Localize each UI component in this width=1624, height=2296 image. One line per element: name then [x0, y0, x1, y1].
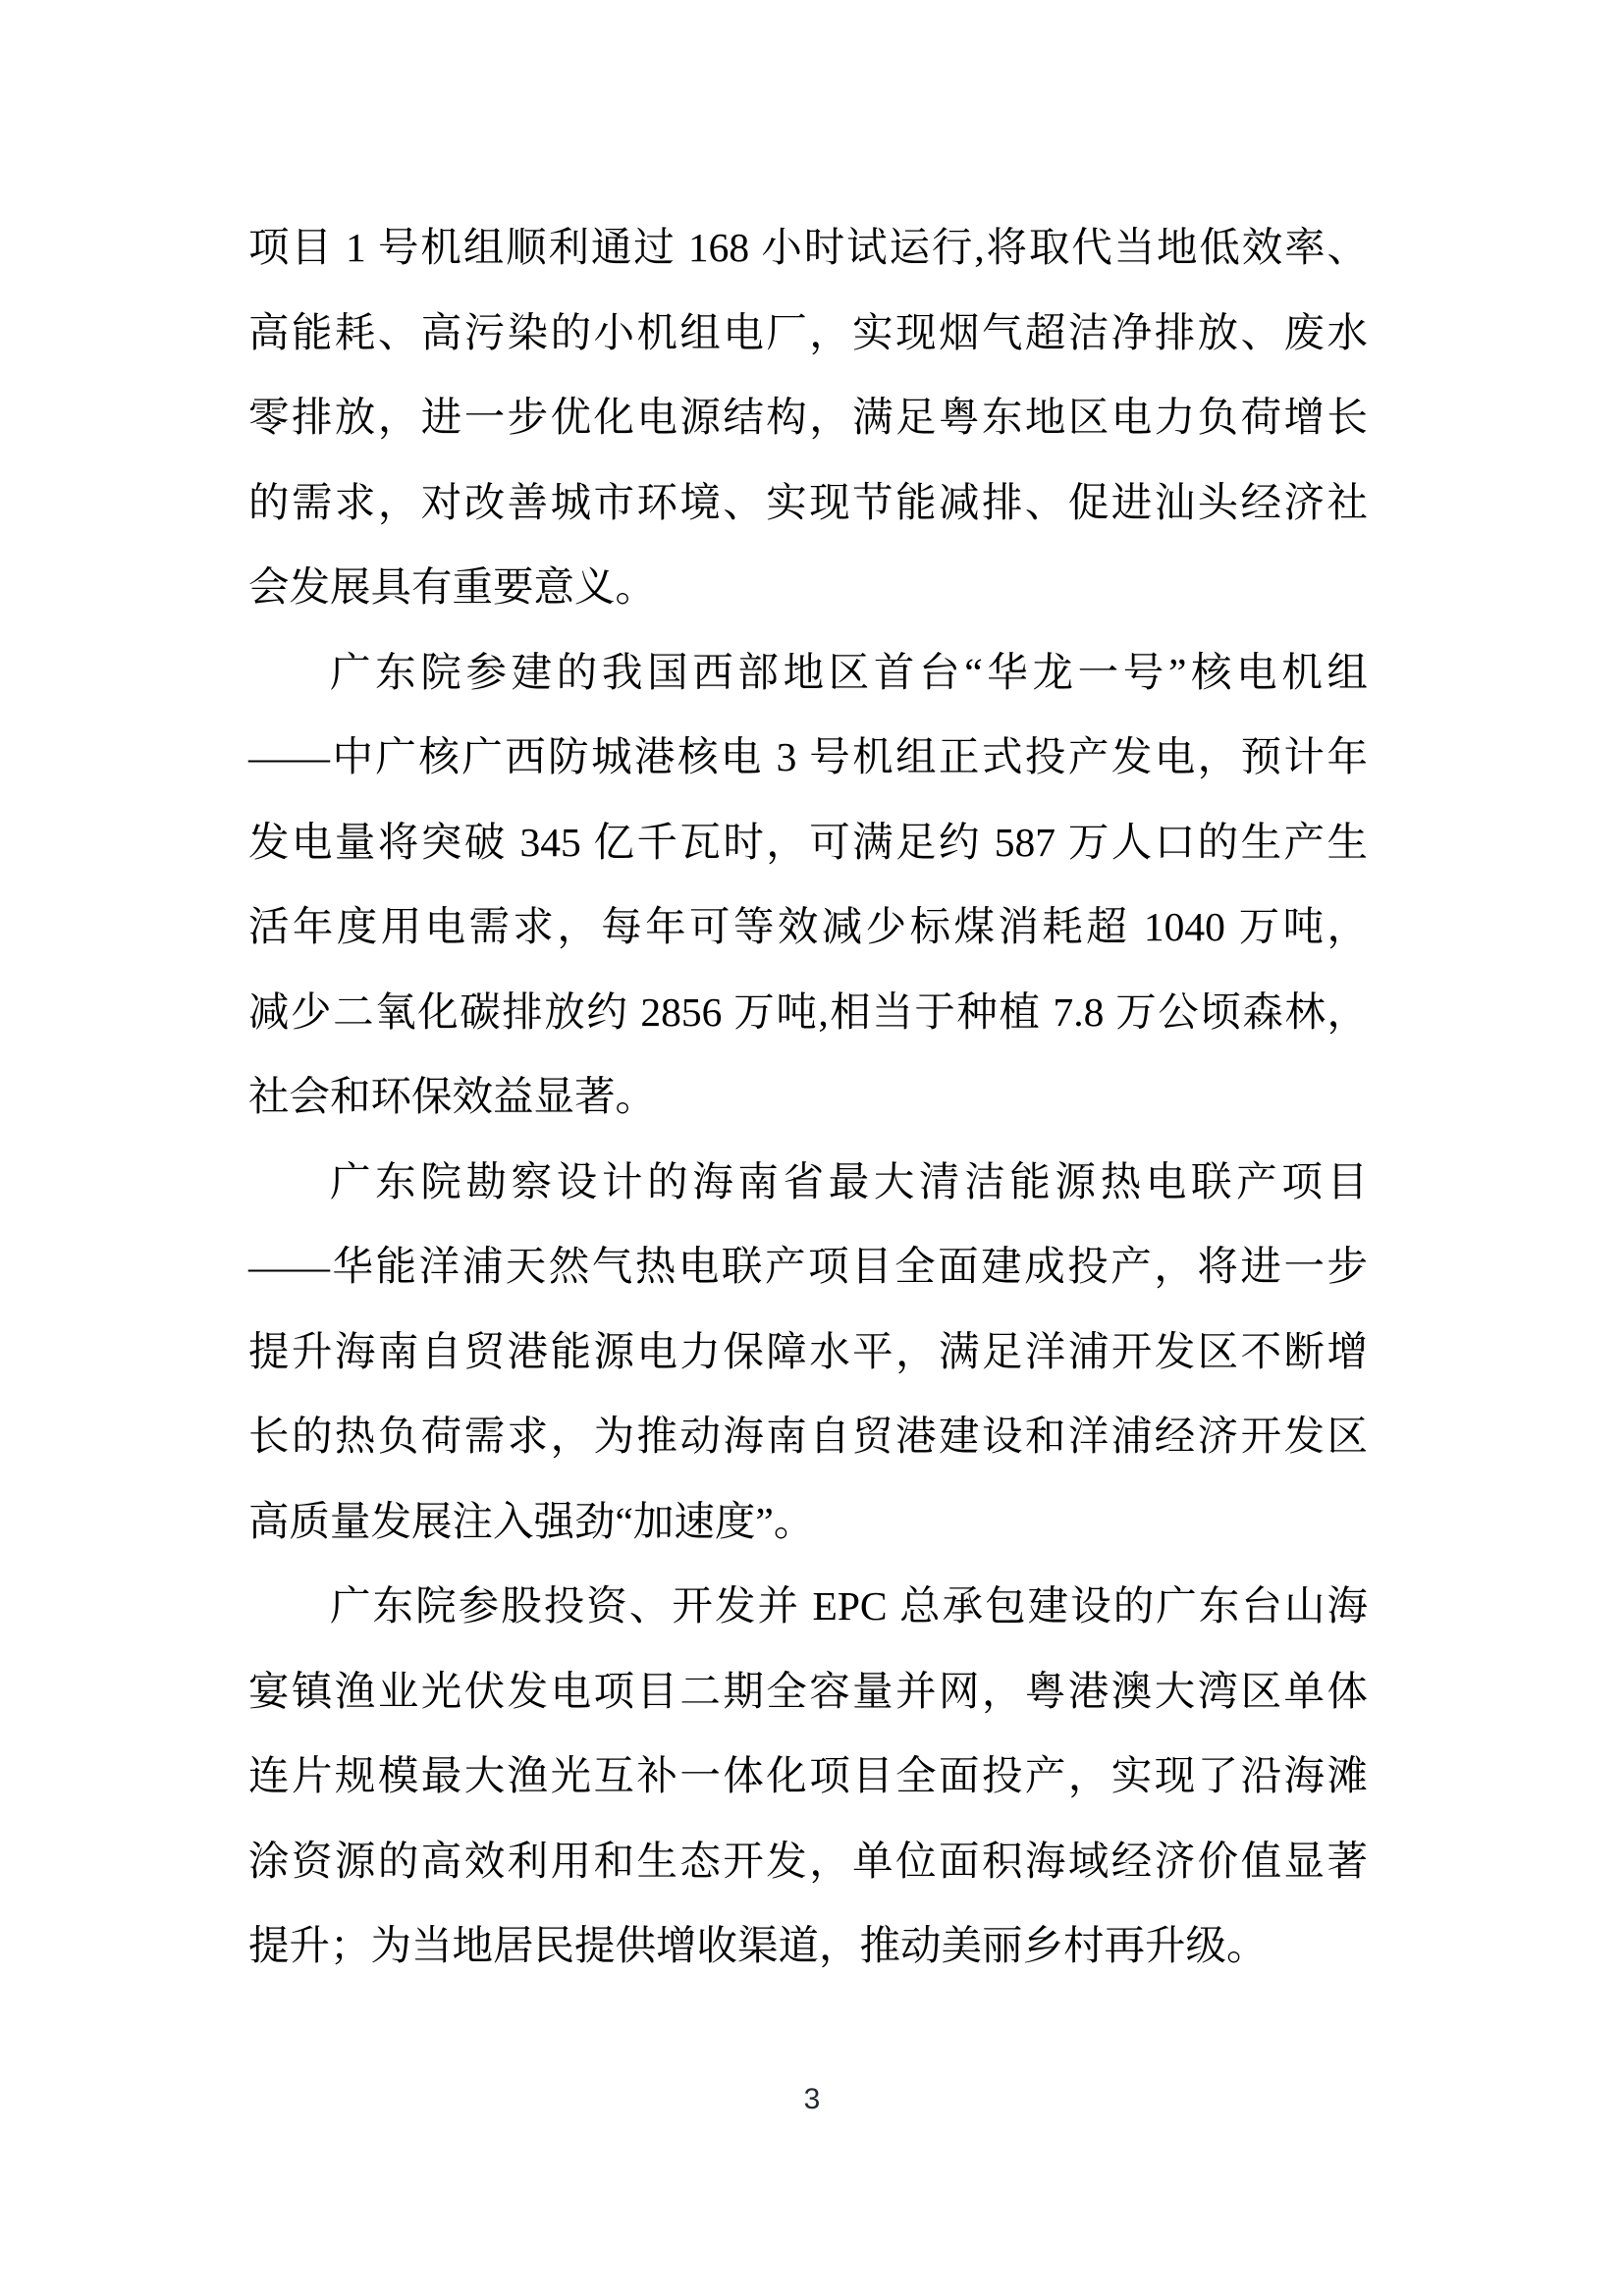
text-line: 高能耗、高污染的小机组电厂，实现烟气超洁净排放、废水	[248, 309, 1368, 355]
text-line paragraph-end: 提升；为当地居民提供增收渠道，推动美丽乡村再升级。	[248, 1923, 1268, 1968]
text-line paragraph-start: 广东院勘察设计的海南省最大清洁能源热电联产项目	[330, 1158, 1368, 1204]
text-line: 的需求，对改善城市环境、实现节能减排、促进汕头经济社	[248, 479, 1368, 525]
text-line paragraph-end: 社会和环保效益显著。	[248, 1074, 657, 1119]
body-text	[248, 205, 1368, 1989]
text-line: 涂资源的高效利用和生态开发，单位面积海域经济价值显著	[248, 1838, 1368, 1884]
text-line: 减少二氧化碳排放约 2856 万吨,相当于种植 7.8 万公顷森林，	[248, 988, 1368, 1035]
text-line paragraph-end: 高质量发展注入强劲“加速度”。	[248, 1498, 815, 1544]
text-line: 零排放，进一步优化电源结构，满足粤东地区电力负荷增长	[248, 395, 1368, 440]
text-line: 长的热负荷需求，为推动海南自贸港建设和洋浦经济开发区	[248, 1414, 1368, 1459]
page-number: 3	[803, 2083, 821, 2115]
text-line paragraph-start: 广东院参建的我国西部地区首台“华龙一号”核电机组	[330, 649, 1368, 695]
text-line: 连片规模最大渔光互补一体化项目全面投产，实现了沿海滩	[248, 1753, 1368, 1798]
text-line: 提升海南自贸港能源电力保障水平，满足洋浦开发区不断增	[248, 1328, 1368, 1374]
text-line: 发电量将突破 345 亿千瓦时，可满足约 587 万人口的生产生	[248, 819, 1368, 865]
text-line paragraph-end: 会发展具有重要意义。	[248, 564, 657, 610]
text-line paragraph-start: 广东院参股投资、开发并 EPC 总承包建设的广东台山海	[330, 1583, 1368, 1629]
text-line: 宴镇渔业光伏发电项目二期全容量并网，粤港澳大湾区单体	[248, 1668, 1368, 1714]
text-line: 项目 1 号机组顺利通过 168 小时试运行,将取代当地低效率、	[248, 225, 1368, 270]
text-line: 活年度用电需求，每年可等效减少标煤消耗超 1040 万吨，	[248, 904, 1368, 949]
text-line: ——中广核广西防城港核电 3 号机组正式投产发电，预计年	[248, 734, 1368, 779]
text-line: ——华能洋浦天然气热电联产项目全面建成投产，将进一步	[248, 1244, 1368, 1289]
